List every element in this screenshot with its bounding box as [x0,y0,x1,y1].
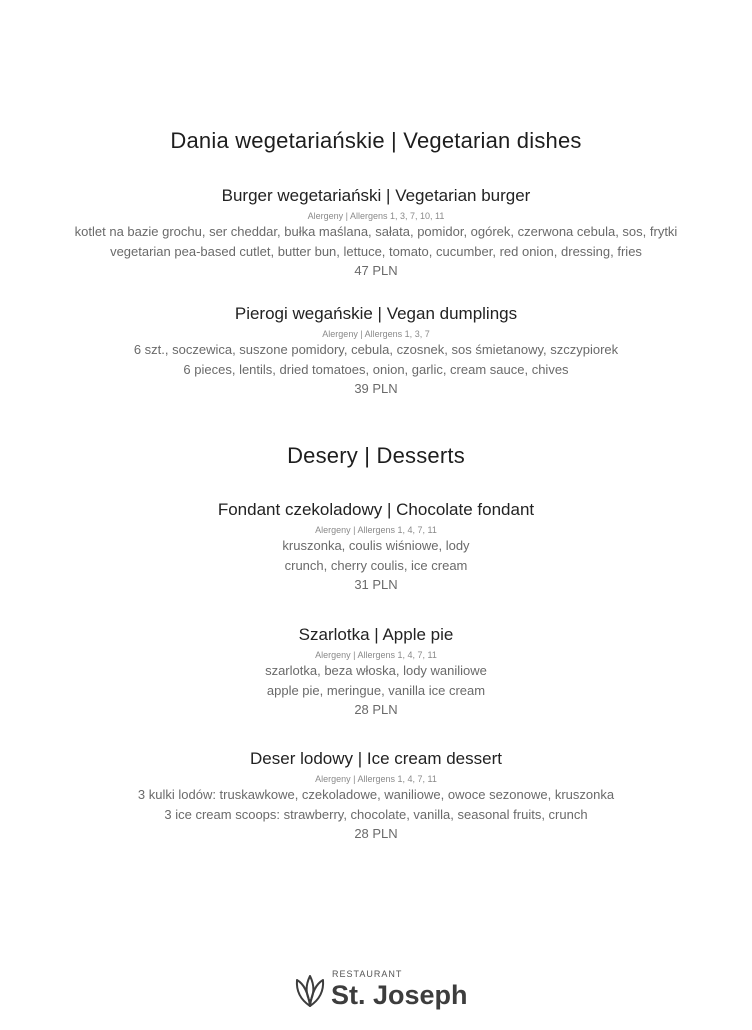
logo-subtitle: RESTAURANT [332,969,403,979]
dish-price: 28 PLN [354,702,398,717]
section-title: Dania wegetariańskie | Vegetarian dishes [170,128,582,153]
dish-name: Fondant czekoladowy | Chocolate fondant [217,500,535,519]
dish-description-en: crunch, cherry coulis, ice cream [284,557,468,573]
leaf-emblem-icon [292,972,328,1010]
section-vegetarian [0,127,752,155]
dish-description-pl: 6 szt., soczewica, suszone pomidory, cebula, czosnek, sos śmietanowy, szczypiorek [133,342,619,357]
dish-price: 39 PLN [354,381,398,396]
dish-allergens: Alergeny | Allergens 1, 4, 7, 11 [315,650,437,660]
section-title: Desery | Desserts [287,443,465,468]
dish-allergens: Alergeny | Allergens 1, 4, 7, 11 [315,525,437,535]
dish-name: Pierogi wegańskie | Vegan dumplings [234,304,518,323]
dish-allergens: Alergeny | Allergens 1, 4, 7, 11 [315,774,437,784]
dish-description-en: 3 ice cream scoops: strawberry, chocolate, vanilla, seasonal fruits, crunch [164,806,588,822]
dish-allergens: Alergeny | Allergens 1, 3, 7, 10, 11 [307,211,445,221]
dish-description-pl: 3 kulki lodów: truskawkowe, czekoladowe, waniliowe, owoce sezonowe, kruszonka [137,787,615,802]
dish-description-en: 6 pieces, lentils, dried tomatoes, onion, garlic, cream sauce, chives [183,361,569,377]
dish-price: 47 PLN [354,263,398,278]
logo-name: St. Joseph [331,980,468,1010]
dish-chocolate-fondant [0,499,752,595]
dish-description-pl: kotlet na bazie grochu, ser cheddar, bułka maślana, sałata, pomidor, ogórek, czerwona cebula, sos, frytki [74,224,678,239]
dish-name: Burger wegetariański | Vegetarian burger [221,186,531,205]
dish-description-en: vegetarian pea-based cutlet, butter bun, lettuce, tomato, cucumber, red onion, dressing, fries [110,243,642,259]
restaurant-logo [292,966,492,1014]
dish-price: 31 PLN [354,577,398,592]
dish-vegetarian-burger [0,185,752,281]
dish-name: Szarlotka | Apple pie [298,625,454,644]
dish-price: 28 PLN [354,826,398,841]
dish-ice-cream-dessert [0,748,752,844]
dish-description-pl: kruszonka, coulis wiśniowe, lody [282,538,470,553]
dish-name: Deser lodowy | Ice cream dessert [250,749,502,768]
dish-allergens: Alergeny | Allergens 1, 3, 7 [322,329,430,339]
dish-vegan-dumplings [0,303,752,399]
dish-apple-pie [0,624,752,720]
section-desserts [0,442,752,470]
dish-description-en: apple pie, meringue, vanilla ice cream [266,682,486,698]
dish-description-pl: szarlotka, beza włoska, lody waniliowe [265,663,487,678]
